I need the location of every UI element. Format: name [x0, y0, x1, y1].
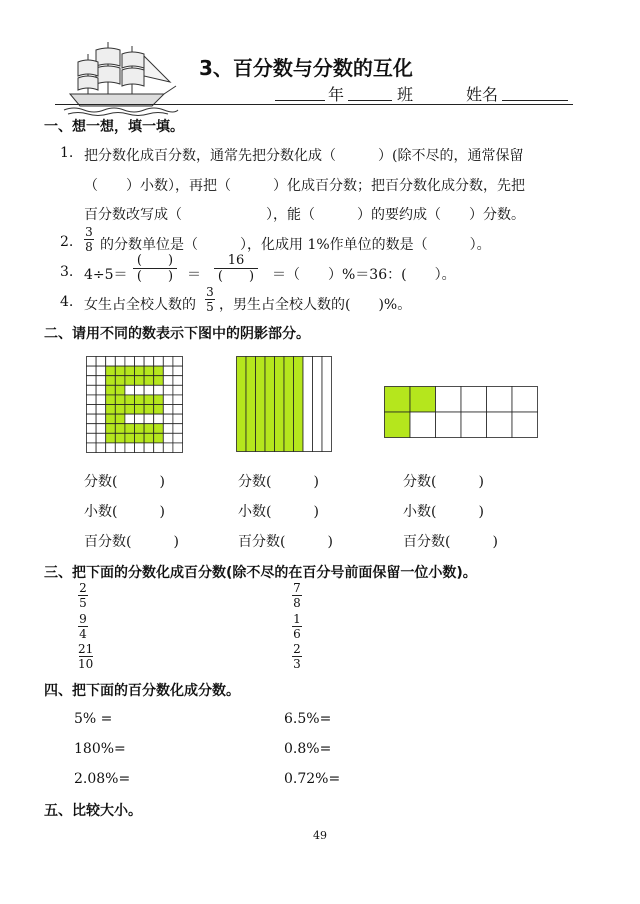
grid-cell [144, 443, 154, 453]
grid-cell [96, 366, 106, 376]
grid-cell [87, 433, 97, 443]
grid-cell [106, 405, 116, 415]
grid-cell [87, 357, 97, 367]
grid-cell [125, 366, 135, 376]
grid-cell [163, 385, 173, 395]
grid-cell [163, 414, 173, 424]
ten-strip-figure [236, 356, 332, 452]
rect-cell [512, 412, 538, 438]
q2-fraction [84, 226, 94, 253]
grid-cell [96, 376, 106, 386]
s3-right-2-numerator: 1 [293, 612, 301, 626]
grid-cell [144, 376, 154, 386]
grid-cell [125, 395, 135, 405]
rect-cell [385, 412, 411, 438]
grid-cell [135, 433, 145, 443]
s3-left-3-denominator: 10 [78, 657, 94, 671]
grid-cell [163, 395, 173, 405]
q2-number: 2. [60, 234, 74, 250]
grid-cell [115, 443, 125, 453]
q4-tail: ，男生占全校人数的( )%。 [219, 297, 412, 313]
section-3-heading: 三、把下面的分数化成百分数(除不尽的在百分号前面保留一位小数)。 [44, 565, 477, 581]
grid-cell [87, 376, 97, 386]
rect-cell [487, 387, 513, 413]
q3-fraction-2-numerator: 16 [227, 253, 245, 268]
class-blank [348, 100, 392, 101]
q1-line-3: 百分数改写成（ ），能（ ）的要约成（ ）分数。 [84, 207, 525, 223]
grid-cell [96, 424, 106, 434]
s3-right-fraction-1 [292, 582, 302, 609]
grid-cell [87, 424, 97, 434]
grid-cell [125, 357, 135, 367]
section-5-heading: 五、比较大小。 [44, 803, 142, 819]
s3-left-3-numerator: 21 [78, 642, 94, 656]
s4-left-item-1: 5% = [74, 711, 113, 727]
grid-cell [173, 357, 183, 367]
q3-number: 3. [60, 264, 74, 280]
q3-fraction-1-denominator: ( ) [136, 269, 174, 284]
s3-right-3-denominator: 3 [293, 657, 301, 671]
grid-cell [96, 395, 106, 405]
strip-cell [275, 357, 285, 452]
grid-cell [125, 443, 135, 453]
s3-left-2-denominator: 4 [79, 627, 87, 641]
q4-lead: 女生占全校人数的 [84, 297, 196, 313]
grid-cell [173, 366, 183, 376]
grid-cell [144, 366, 154, 376]
strip-cell [303, 357, 313, 452]
grid-cell [87, 443, 97, 453]
grid-cell [125, 433, 135, 443]
grid-cell [106, 366, 116, 376]
s3-left-fraction-1 [78, 582, 88, 609]
grid-cell [125, 385, 135, 395]
grid-cell [163, 433, 173, 443]
rect-cell [512, 387, 538, 413]
grid-cell [173, 405, 183, 415]
strip-cell [237, 357, 247, 452]
q4-number: 4. [60, 294, 74, 310]
grade-label: 年 [328, 85, 345, 104]
grid-cell [106, 395, 116, 405]
grid-cell [115, 424, 125, 434]
grid-cell [115, 433, 125, 443]
s4-right-item-1: 6.5%= [284, 711, 332, 727]
class-label: 班 [397, 85, 414, 104]
s3-right-2-denominator: 6 [293, 627, 301, 641]
q2-text: 的分数单位是（ ），化成用 1%作单位的数是（ ）。 [100, 237, 491, 253]
rect-cell [461, 412, 487, 438]
grid-cell [106, 357, 116, 367]
grid-cell [144, 424, 154, 434]
grid-cell [125, 376, 135, 386]
section-2-heading: 二、请用不同的数表示下图中的阴影部分。 [44, 326, 310, 342]
grid-cell [144, 395, 154, 405]
grid-cell [173, 385, 183, 395]
grid-cell [115, 395, 125, 405]
figure-1-decimal-label: 小数( ) [84, 504, 165, 520]
grid-cell [173, 443, 183, 453]
grid-cell [154, 424, 164, 434]
grid-cell [135, 376, 145, 386]
grid-cell [154, 405, 164, 415]
grid-cell [163, 424, 173, 434]
strip-cell [256, 357, 266, 452]
grid-cell [125, 424, 135, 434]
grid-cell [144, 433, 154, 443]
strip-cell [265, 357, 275, 452]
grid-cell [87, 405, 97, 415]
q1-line-1: 把分数化成百分数，通常先把分数化成（ ）(除不尽的，通常保留 [84, 148, 524, 164]
grid-cell [144, 414, 154, 424]
grid-cell [154, 385, 164, 395]
grid-cell [154, 414, 164, 424]
section-4-heading: 四、把下面的百分数化成分数。 [44, 683, 240, 699]
grid-cell [144, 385, 154, 395]
grid-cell [135, 357, 145, 367]
s3-right-fraction-3 [292, 643, 302, 670]
grid-cell [96, 357, 106, 367]
grid-cell [173, 433, 183, 443]
figure-3-percent-label: 百分数( ) [403, 534, 498, 550]
s3-right-1-denominator: 8 [293, 596, 301, 610]
q4-fraction-denominator: 5 [206, 300, 214, 314]
rect-cell [436, 387, 462, 413]
grid-cell [173, 424, 183, 434]
q3-lead: 4÷5＝ [84, 267, 128, 283]
grid-cell [154, 376, 164, 386]
q3-tail: ＝（ ）%＝36：( ）。 [272, 267, 456, 283]
grid-cell [154, 443, 164, 453]
s4-left-item-3: 2.08%= [74, 771, 131, 787]
q1-line-2: （ ）小数），再把（ ）化成百分数；把百分数化成分数，先把 [84, 178, 525, 194]
grid-cell [106, 385, 116, 395]
s3-left-1-denominator: 5 [79, 596, 87, 610]
grid-cell [106, 414, 116, 424]
grid-cell [135, 424, 145, 434]
strip-cell [313, 357, 323, 452]
grid-cell [125, 414, 135, 424]
rect-cell [410, 412, 436, 438]
rect-cell [487, 412, 513, 438]
grid-cell [96, 433, 106, 443]
figure-2-decimal-label: 小数( ) [238, 504, 319, 520]
grid-cell [154, 433, 164, 443]
grid-cell [96, 443, 106, 453]
name-blank [502, 100, 568, 101]
grid-cell [135, 395, 145, 405]
grid-cell [96, 414, 106, 424]
s3-right-3-numerator: 2 [293, 642, 301, 656]
q3-fraction-2-denominator: ( ) [217, 269, 255, 284]
strip-cell [294, 357, 304, 452]
grid-cell [96, 405, 106, 415]
grid-cell [115, 414, 125, 424]
grid-cell [144, 357, 154, 367]
q2-fraction-denominator: 8 [85, 240, 93, 254]
grid-cell [135, 366, 145, 376]
hundred-grid-figure [86, 356, 183, 453]
strip-cell [322, 357, 332, 452]
grid-cell [115, 357, 125, 367]
grid-cell [144, 405, 154, 415]
grid-cell [135, 405, 145, 415]
section-1-heading: 一、想一想，填一填。 [44, 119, 184, 135]
grid-cell [135, 443, 145, 453]
grid-cell [115, 366, 125, 376]
grid-cell [87, 385, 97, 395]
figure-1-percent-label: 百分数( ) [84, 534, 179, 550]
s4-right-item-2: 0.8%= [284, 741, 332, 757]
rect-cell [461, 387, 487, 413]
q3-fraction-1 [133, 254, 177, 283]
s3-left-2-numerator: 9 [79, 612, 87, 626]
figure-2-fraction-label: 分数( ) [238, 474, 319, 490]
grid-cell [115, 385, 125, 395]
grid-cell [87, 366, 97, 376]
q1-number: 1. [60, 145, 74, 161]
grid-cell [163, 443, 173, 453]
two-by-six-grid-figure [384, 386, 538, 438]
rect-cell [410, 387, 436, 413]
grid-cell [115, 405, 125, 415]
grid-cell [154, 395, 164, 405]
figure-3-decimal-label: 小数( ) [403, 504, 484, 520]
s3-left-fraction-2 [78, 613, 88, 640]
q3-equals: ＝ [187, 267, 201, 283]
strip-cell [246, 357, 256, 452]
figure-2-percent-label: 百分数( ) [238, 534, 333, 550]
s4-left-item-2: 180%= [74, 741, 126, 757]
grade-blank [275, 100, 325, 101]
q4-fraction-numerator: 3 [206, 285, 214, 299]
q2-fraction-numerator: 3 [85, 225, 93, 239]
grid-cell [106, 433, 116, 443]
s3-left-fraction-3 [78, 643, 93, 670]
rect-cell [436, 412, 462, 438]
grid-cell [87, 395, 97, 405]
s3-left-1-numerator: 2 [79, 581, 87, 595]
grid-cell [154, 357, 164, 367]
q3-fraction-1-numerator: ( ) [136, 253, 174, 268]
grid-cell [163, 357, 173, 367]
s3-right-fraction-2 [292, 613, 302, 640]
grid-cell [125, 405, 135, 415]
grid-cell [173, 376, 183, 386]
figure-1-fraction-label: 分数( ) [84, 474, 165, 490]
grid-cell [163, 366, 173, 376]
grid-cell [173, 395, 183, 405]
header-rule [55, 104, 573, 105]
grid-cell [163, 376, 173, 386]
figure-3-fraction-label: 分数( ) [403, 474, 484, 490]
grid-cell [106, 424, 116, 434]
s4-right-item-3: 0.72%= [284, 771, 341, 787]
name-label: 姓名 [466, 85, 499, 104]
page-number: 49 [313, 829, 327, 842]
rect-cell [385, 387, 411, 413]
q4-fraction [205, 286, 215, 313]
grid-cell [135, 414, 145, 424]
grid-cell [96, 385, 106, 395]
q3-fraction-2 [214, 254, 258, 283]
grid-cell [106, 443, 116, 453]
strip-cell [284, 357, 294, 452]
grid-cell [135, 385, 145, 395]
grid-cell [106, 376, 116, 386]
grid-cell [154, 366, 164, 376]
grid-cell [163, 405, 173, 415]
s3-right-1-numerator: 7 [293, 581, 301, 595]
grid-cell [87, 414, 97, 424]
grid-cell [173, 414, 183, 424]
page-title: 3、百分数与分数的互化 [199, 56, 413, 80]
grid-cell [115, 376, 125, 386]
